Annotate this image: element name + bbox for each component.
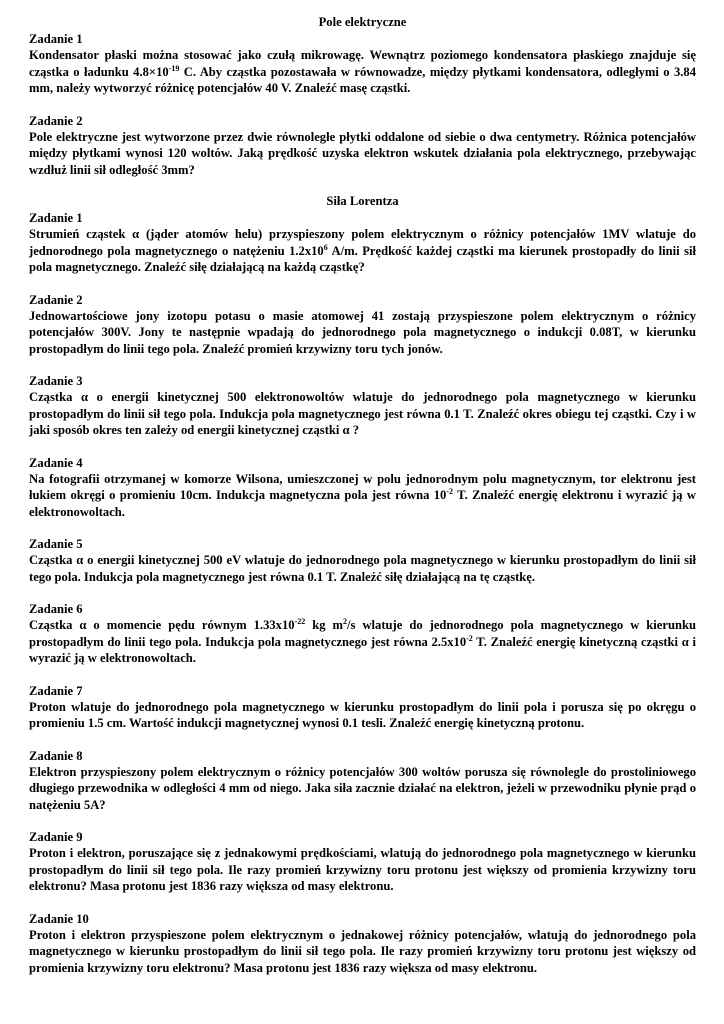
- superscript: -2: [466, 633, 473, 643]
- task-text: Proton i elektron przyspieszone polem elektrycznym o jednakowej różnicy potencjałów, wlatują do jednorodnego pola magnetycznego w kierunku prostopadłym do linii sił tego pola. Ile razy promień krzywizny toru protonu jest większy od promienia krzywizny toru elektronu? Masa protonu jest 1836 razy większa od masy elektronu.: [29, 927, 696, 975]
- task: [29, 748, 696, 814]
- superscript: -19: [168, 63, 180, 73]
- task-heading: Zadanie 10: [29, 911, 89, 926]
- superscript: 6: [323, 242, 328, 252]
- task: [29, 373, 696, 439]
- task: [29, 911, 696, 977]
- task: [29, 683, 696, 732]
- task-text: Elektron przyspieszony polem elektrycznym o różnicy potencjałów 300 woltów porusza się równolegle do prostoliniowego długiego przewodnika w odległości 4 mm od niego. Jaka siła zacznie działać na elektron, jeżeli w przewodniku płynie prąd o natężeniu 5A?: [29, 764, 696, 812]
- task-heading: Zadanie 5: [29, 537, 83, 551]
- section-title: Pole elektryczne: [318, 15, 407, 29]
- task-text: Kondensator płaski można stosować jako czułą mikrowagę. Wewnątrz poziomego kondensatora płaskiego znajduje się cząstka o ładunku $4.8\times 10^{-19}$ C. Aby cząstka pozostawała w równowadze, między płytkami kondensatora, odległymi o 3.84 mm, należy wytworzyć różnicę potencjałów 40 V. Znaleźć masę cząstki.: [29, 48, 696, 95]
- task-heading: Zadanie 7: [29, 683, 83, 698]
- task: [29, 455, 696, 521]
- task-heading: Zadanie 2: [29, 113, 83, 128]
- superscript: 2: [343, 616, 348, 626]
- task-heading: Zadanie 4: [29, 455, 83, 470]
- task: [29, 829, 696, 895]
- task-text: Proton i elektron, poruszające się z jednakowymi prędkościami, wlatują do jednorodnego pola magnetycznego w kierunku prostopadłym do linii sił tego pola. Ile razy promień krzywizny toru protonu jest większy od promienia krzywizny toru elektronu? Masa protonu jest 1836 razy większa od masy elektronu.: [29, 846, 696, 893]
- task-text: Cząstka α o energii kinetycznej 500 eV wlatuje do jednorodnego pola magnetycznego w kierunku prostopadłym do linii sił tego pola. Indukcja pola magnetycznego jest równa 0.1 T. Znaleźć siłę działającą na tę cząstkę.: [29, 553, 696, 584]
- task: [29, 601, 696, 667]
- document-page: [29, 14, 696, 976]
- task-text: Pole elektryczne jest wytworzone przez dwie równoległe płytki oddalone od siebie o dwa centymetry. Różnica potencjałów między płytkami wynosi 120 woltów. Jaką prędkość uzyska elektron wskutek działania pola elektrycznego, przebywając wzdłuż linii sił odległość 3mm?: [29, 129, 696, 177]
- task-heading: Zadanie 1: [29, 211, 83, 225]
- task-heading: Zadanie 2: [29, 292, 83, 307]
- task-text: Cząstka α o energii kinetycznej 500 elektronowoltów wlatuje do jednorodnego pola magnetycznego w kierunku prostopadłym do linii sił tego pola. Indukcja pola magnetycznego jest równa 0.1 T. Znaleźć okres obiegu tej cząstki. Czy i w jaki sposób okres ten zależy od energii kinetycznej cząstki α ?: [29, 390, 696, 437]
- task-heading: Zadanie 1: [29, 32, 83, 46]
- superscript: -22: [294, 616, 306, 626]
- section-title: Siła Lorentza: [326, 194, 399, 208]
- task: [29, 536, 696, 585]
- task-text: Cząstka α o momencie pędu równym $1.33x10^{-22}$ kg $m^2/s$ wlatuje do jednorodnego pola magnetycznego w kierunku prostopadłym do linii tego pola. Indukcja pola magnetycznego jest równa $2.5x10^{-2}$ T. Znaleźć energię kinetyczną cząstki α i wyrazić ją w elektronowoltach.: [29, 616, 696, 665]
- task-text: Proton wlatuje do jednorodnego pola magnetycznego w kierunku prostopadłym do linii pola i porusza się po okręgu o promieniu 1.5 cm. Wartość indukcji magnetycznej wynosi 0.1 tesli. Znaleźć energię kinetyczną protonu.: [29, 699, 696, 730]
- task-heading: Zadanie 9: [29, 830, 83, 844]
- task-heading: Zadanie 8: [29, 748, 83, 763]
- task: [29, 292, 696, 358]
- task: [29, 31, 696, 97]
- task: [29, 113, 696, 179]
- superscript: -2: [446, 486, 454, 496]
- task: [29, 210, 696, 276]
- task-text: Strumień cząstek α (jąder atomów helu) przyspieszony polem elektrycznym o różnicy potencjałów 1MV wlatuje do jednorodnego pola magnetycznego o natężeniu $1.2x10^6$ A/m. Prędkość każdej cząstki ma kierunek prostopadły do linii sił pola magnetycznego. Znaleźć siłę działającą na każdą cząstkę?: [29, 227, 696, 274]
- task-heading: Zadanie 3: [29, 374, 83, 388]
- task-text: Na fotografii otrzymanej w komorze Wilsona, umieszczonej w polu jednorodnym polu magnetycznym, tor elektronu jest łukiem okręgi o promieniu 10cm. Indukcja magnetyczna pola jest równa $10^{-2}$ T. Znaleźć energię elektronu i wyrazić ją w elektronowoltach.: [29, 471, 696, 519]
- task-heading: Zadanie 6: [29, 602, 83, 616]
- task-text: Jednowartościowe jony izotopu potasu o masie atomowej 41 zostają przyspieszone polem elektrycznym o różnicy potencjałów 300V. Jony te następnie wpadają do jednorodnego pola magnetycznego o indukcji 0.08T, w kierunku prostopadłym do linii tego pola. Znaleźć promień krzywizny toru tych jonów.: [29, 308, 696, 356]
